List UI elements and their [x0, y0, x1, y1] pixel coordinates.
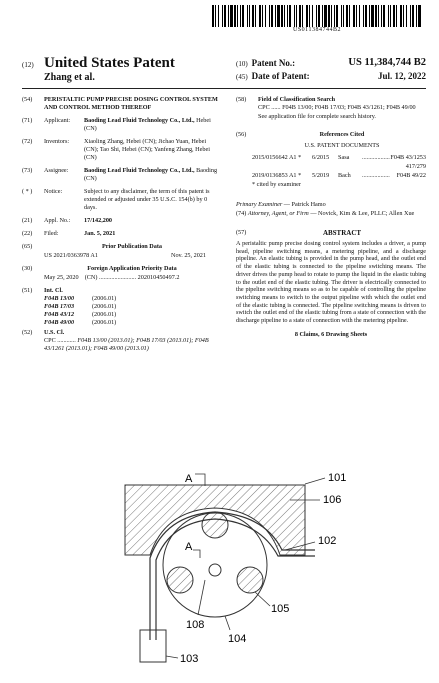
filed-label: Filed: [44, 230, 59, 237]
int-cl-date: (2006.01) [92, 319, 117, 326]
ref-class: F04B 49/22 [396, 172, 426, 179]
refs-list [236, 154, 426, 180]
code-45: (45) [236, 73, 248, 81]
refs-heading: References Cited [319, 131, 365, 138]
code-72: (72) [22, 138, 33, 145]
abstract-heading: ABSTRACT [322, 229, 362, 237]
label-102: 102 [318, 535, 337, 547]
roller-left [167, 567, 193, 593]
patent-date: Jul. 12, 2022 [377, 71, 426, 81]
right-column: (58) Field of Classification Search CPC ...... F04B 13/00; F04B 17/03; F04B 43/1261; F04B 49/00 See application file for complete search history. (56) References Cited U.S. PATENT DOCUMENTS 2015/0156642 A1 * 6/2015 Sasa .................. F04B 43/1253 417/279 2019/0136853 A1 * 5/2019 Bach .................. F04B 49/22 * cited by examiner Primary Examiner — Patrick Hamo (74) Attorney, Agent, or Firm — Novick, Kim & Lee, PLLC; Allen Xue (57) ABSTRACT A peristaltic pump precise dosing control system includes a driver, a pump head, pipeline switching means, a metering pipeline, and a discharge pipeline. An elastic tubing is provided in the pump head, and the outlet end of the elastic tubing is connected to the pipeline switching means. The driver drives the pump head to rotate to pump the liquid in the elastic tubing to the outlet end of the elastic tubing. The driver is electrically connected to the pipeline switching means so as to be capable of controlling the pipeline switching means to switch to the output pipeline with which the outlet end of the elastic tubing is connected. The pipeline switching means is driven to switch the outlet end of the elastic tubing from a state of connection with the discharge pipeline to a state of connection with the metering pipeline. 8 Claims, 6 Drawing Sheets [236, 96, 426, 338]
code-30: (30) [22, 265, 33, 272]
abstract-text: A peristaltic pump precise dosing control system includes a driver, a pump head, pipeline switching means, a metering pipeline, and a discharge pipeline. An elastic tubing is provided in the pump head, and the outlet end of the elastic tubing is connected to the pipeline switching means. The driver drives the pump head to rotate to pump the liquid in the elastic tubing to the outlet end of the elastic tubing. The driver is electrically connected to the pipeline switching means so as to be capable of controlling the pipeline switching means to switch to the output pipeline with which the outlet end of the elastic tubing is connected. The pipeline switching means is driven to switch the outlet end of the elastic tubing from a state of connection with the discharge pipeline to a state of connection with the metering pipeline. [236, 240, 426, 325]
field-search-note: See application file for complete search history. [258, 113, 376, 120]
int-cl-date: (2006.01) [92, 303, 117, 310]
shaft [209, 564, 221, 576]
header-right [236, 57, 426, 83]
applicant-name: Baoding Lead Fluid Technology Co., Ltd., [84, 117, 195, 124]
label-108: 108 [186, 619, 205, 631]
cpc-label: CPC [44, 337, 56, 344]
section-a-mid: A [185, 541, 193, 553]
int-cl-row [22, 311, 220, 319]
label-104: 104 [228, 633, 247, 645]
patent-no-label: Patent No.: [251, 58, 296, 68]
ref-name: Bach [338, 172, 351, 179]
ref-class-secondary: 417/279 [405, 163, 426, 170]
examiner-label: Primary Examiner [236, 201, 283, 208]
int-cl-row [22, 295, 220, 303]
code-71: (71) [22, 117, 33, 124]
filed-date: Jan. 5, 2021 [84, 230, 116, 237]
int-cl-class: F04B 43/12 [44, 311, 75, 318]
attorney-label: Attorney, Agent, or Firm [247, 210, 309, 217]
claims-count: 8 Claims, 6 Drawing Sheets [294, 330, 368, 338]
int-cl-row [22, 303, 220, 311]
barcode-bar [421, 5, 422, 27]
patent-no: US 11,384,744 B2 [348, 57, 426, 68]
inventors-label: Inventors: [44, 138, 70, 145]
assignee-label: Assignee: [44, 167, 69, 174]
appl-no: 17/142,200 [84, 217, 113, 224]
notice-label: Notice: [44, 188, 63, 195]
ref-number: 2015/0156642 A1 * [252, 154, 302, 161]
applicant-label: Applicant: [44, 117, 71, 124]
foreign-priority-heading: Foreign Application Priority Data [87, 265, 177, 272]
ref-dots: .................. [362, 154, 390, 161]
field-search-cpc: CPC ...... F04B 13/00; F04B 17/03; F04B 43/1261; F04B 49/00 [258, 104, 416, 111]
code-65: (65) [22, 243, 33, 250]
int-cl-list [22, 295, 220, 327]
inventors-short: Zhang et al. [44, 72, 95, 83]
field-search-heading: Field of Classification Search [258, 96, 336, 103]
invention-title: PERISTALTIC PUMP PRECISE DOSING CONTROL SYSTEM AND CONTROL METHOD THEREOF [44, 96, 218, 111]
int-cl-date: (2006.01) [92, 311, 117, 318]
us-cl-text: F04B 13/00 (2013.01); F04B 17/03 (2013.01); F04B 43/1261 (2013.01); F04B 49/00 (2013.01) [44, 337, 209, 352]
priority-date: May 25, 2020 [44, 274, 79, 281]
assignee-loc: Baoding (CN) [84, 167, 218, 182]
code-56: (56) [236, 131, 247, 138]
code-notice: ( * ) [22, 188, 33, 195]
int-cl-class: F04B 49/00 [44, 319, 75, 326]
ref-dots: .................. [362, 172, 390, 179]
prior-pub-number: US 2021/0363978 A1 [44, 252, 98, 259]
container [140, 630, 166, 662]
ref-row [252, 154, 426, 162]
appl-no-label: Appl. No.: [44, 217, 71, 224]
ref-row [252, 172, 426, 180]
section-a-top: A [185, 473, 193, 485]
us-cl-heading: U.S. Cl. [44, 329, 65, 336]
label-103: 103 [180, 653, 199, 665]
patent-heading: United States Patent [44, 55, 175, 71]
code-54: (54) [22, 96, 33, 103]
applicant-loc: Hebei (CN) [84, 117, 211, 132]
ref-date: 6/2015 [312, 154, 330, 161]
code-57: (57) [236, 229, 247, 236]
assignee-name: Baoding Lead Fluid Technology Co., Ltd., [84, 167, 195, 174]
code-58: (58) [236, 96, 247, 103]
int-cl-row [22, 319, 220, 327]
int-cl-heading: Int. Cl. [44, 287, 63, 294]
label-101: 101 [328, 472, 347, 484]
us-patent-docs-heading: U.S. PATENT DOCUMENTS [304, 142, 380, 149]
code-52: (52) [22, 329, 33, 336]
code-10: (10) [236, 60, 248, 68]
code-22: (22) [22, 230, 33, 237]
code-12: (12) [22, 61, 34, 69]
notice-text: Subject to any disclaimer, the term of this patent is extended or adjusted under 35 U.S.C. 154(b) by 0 days. [84, 188, 210, 211]
roller-top [202, 512, 228, 538]
code-73: (73) [22, 167, 33, 174]
ref-name: Sasa [338, 154, 350, 161]
date-label: Date of Patent: [251, 71, 310, 81]
priority-number: 202010450497.2 [137, 274, 180, 281]
code-21: (21) [22, 217, 33, 224]
priority-dots: ........................ [99, 274, 137, 281]
label-105: 105 [271, 603, 290, 615]
inventors-list: Xiaoling Zhang, Hebei (CN); Jichao Yuan, Hebei (CN); Tao Shi, Hebei (CN); Yanfeng Zhang, Hebei (CN) [84, 138, 210, 161]
code-74: (74) [236, 210, 247, 217]
ref-date: 5/2019 [312, 172, 330, 179]
prior-pub-date: Nov. 25, 2021 [170, 252, 206, 259]
int-cl-date: (2006.01) [92, 295, 117, 302]
int-cl-class: F04B 13/00 [44, 295, 75, 302]
left-column: (54) PERISTALTIC PUMP PRECISE DOSING CONTROL SYSTEM AND CONTROL METHOD THEREOF (71) Applicant: Baoding Lead Fluid Technology Co., Ltd., Hebei (CN) (72) Inventors: Xiaoling Zhang, Hebei (CN); Jichao Yuan, Hebei (CN); Tao Shi, Hebei (CN); Yanfeng Zhang, Hebei (CN) (73) Assignee: Baoding Lead Fluid Technology Co., Ltd., Baoding (CN) ( * ) Notice: Subject to any disclaimer, the term of this patent is extended or adjusted under 35 U.S.C. 154(b) by 0 days. (21) Appl. No.: 17/142,200 (22) Filed: Jan. 5, 2021 (65) Prior Publication Data US 2021/0363978 A1 Nov. 25, 2021 (30) Foreign Application Priority Data May 25, 2020 (CN) ........................ 202010450497.2 (51) Int. Cl. F04B 13/00 (2006.01) F04B 17/03 (2006.01) F04B 43/12 (2006.01) F04B 49/00 (2006.01) (52) U.S. Cl. CPC ............ F04B 13/00 (2013.01); F04B 17/03 (2013.01); F04B 43/1261 (2013.01); F04B 49/00 (2013.01) [22, 96, 220, 358]
ref-class: F04B 43/1253 [390, 154, 426, 161]
patent-drawing [90, 470, 370, 680]
ref-number: 2019/0136853 A1 * [252, 172, 302, 179]
examiner-name: Patrick Hamo [291, 201, 326, 208]
priority-country: (CN) [84, 274, 98, 281]
roller-right [237, 567, 263, 593]
barcode-number: US011384744B2 [293, 27, 341, 33]
header-rule [22, 88, 426, 89]
label-106: 106 [323, 494, 342, 506]
code-51: (51) [22, 287, 33, 294]
prior-pub-heading: Prior Publication Data [101, 243, 163, 250]
int-cl-class: F04B 17/03 [44, 303, 75, 310]
barcode [212, 5, 422, 27]
attorney-name: Novick, Kim & Lee, PLLC; Allen Xue [318, 210, 415, 217]
cited-note: * cited by examiner [252, 181, 301, 188]
